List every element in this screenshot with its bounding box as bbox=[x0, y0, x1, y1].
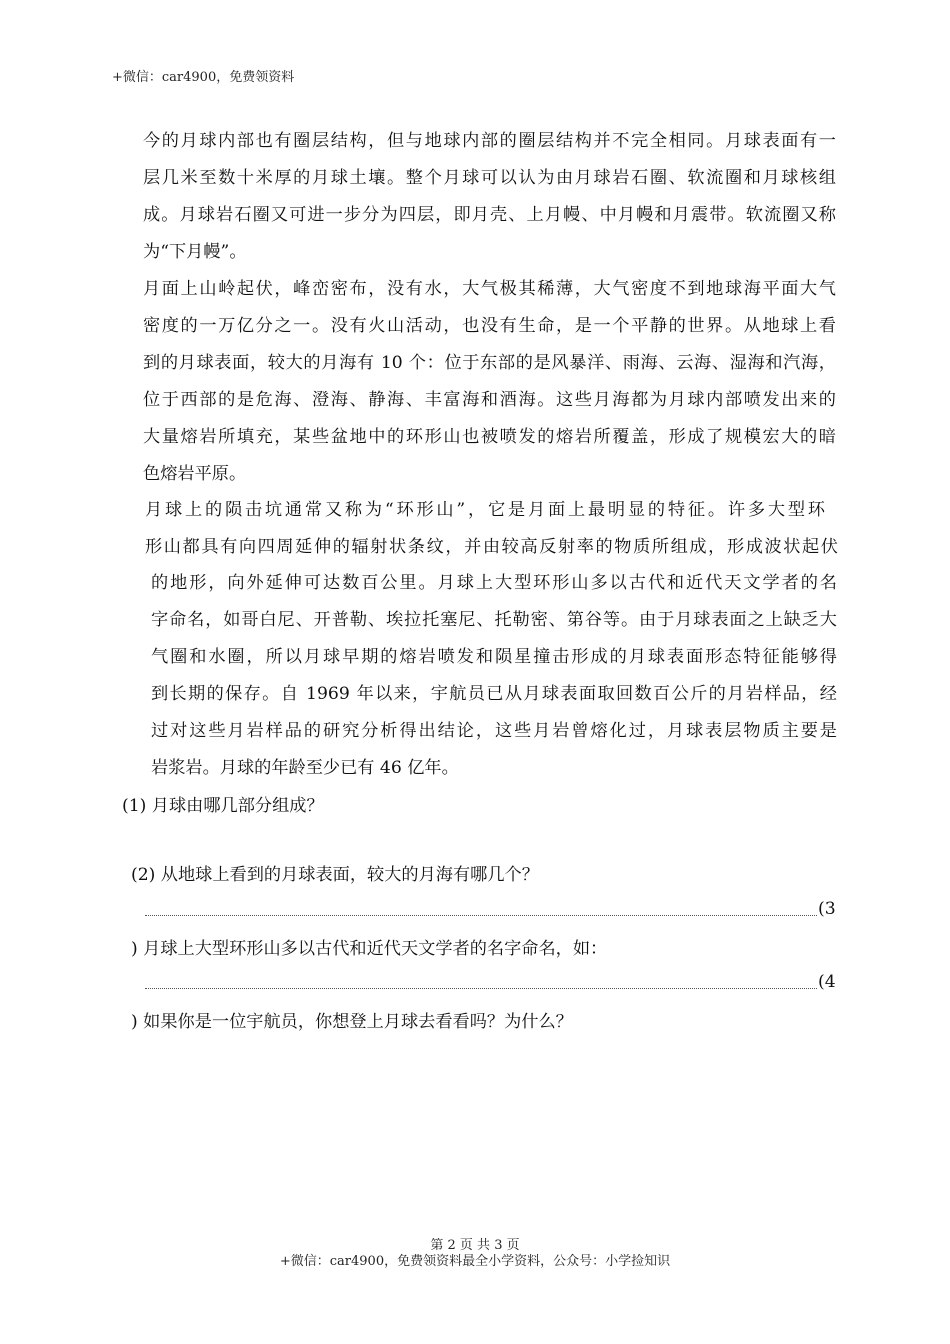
passage-line: 为“下月幔”。 bbox=[143, 242, 247, 262]
page-footer: +微信：car4900，免费领资料最全小学资料，公众号：小学捡知识 bbox=[279, 1254, 671, 1269]
passage-line: 字命名，如哥白尼、开普勒、埃拉托塞尼、托勒密、第谷等。由于月球表面之上缺乏大 bbox=[151, 610, 837, 629]
page-header: +微信：car4900，免费领资料 bbox=[112, 70, 295, 85]
page-number: 第 2 页 共 3 页 bbox=[430, 1238, 520, 1253]
passage-line: 成。月球岩石圈又可进一步分为四层，即月壳、上月幔、中月幔和月震带。软流圈又称 bbox=[143, 205, 836, 224]
passage-line: 气圈和水圈，所以月球早期的熔岩喷发和陨星撞击形成的月球表面形态特征能够得 bbox=[151, 647, 837, 666]
passage-line: 过对这些月岩样品的研究分析得出结论，这些月岩曾熔化过，月球表层物质主要是 bbox=[151, 721, 837, 740]
passage-line: 到长期的保存。自 1969 年以来，宇航员已从月球表面取回数百公斤的月岩样品，经 bbox=[151, 684, 837, 703]
passage-line: 今的月球内部也有圈层结构，但与地球内部的圈层结构并不完全相同。月球表面有一 bbox=[143, 131, 836, 150]
question-4: ) 如果你是一位宇航员，你想登上月球去看看吗？为什么？ bbox=[131, 1012, 573, 1032]
passage-line: 密度的一万亿分之一。没有火山活动，也没有生命，是一个平静的世界。从地球上看 bbox=[143, 316, 836, 335]
passage-line: 月球上的陨击坑通常又称为“环形山”，它是月面上最明显的特征。许多大型环 bbox=[145, 500, 825, 519]
question-4-number: (4 bbox=[818, 972, 836, 992]
question-3-number: (3 bbox=[818, 899, 836, 919]
passage-line: 大量熔岩所填充，某些盆地中的环形山也被喷发的熔岩所覆盖，形成了规模宏大的暗 bbox=[143, 427, 836, 446]
question-3: ) 月球上大型环形山多以古代和近代天文学者的名字命名，如： bbox=[131, 939, 608, 959]
passage-line: 到的月球表面，较大的月海有 10 个：位于东部的是风暴洋、雨海、云海、湿海和汽海， bbox=[143, 353, 836, 372]
passage-line: 色熔岩平原。 bbox=[143, 464, 247, 484]
passage-line: 位于西部的是危海、澄海、静海、丰富海和酒海。这些月海都为月球内部喷发出来的 bbox=[143, 390, 836, 409]
question-1: (1) 月球由哪几部分组成？ bbox=[122, 796, 324, 816]
passage-line: 岩浆岩。月球的年龄至少已有 46 亿年。 bbox=[151, 758, 459, 778]
answer-line-3[interactable] bbox=[145, 988, 817, 989]
answer-line-2[interactable] bbox=[145, 915, 817, 916]
question-2: (2) 从地球上看到的月球表面，较大的月海有哪几个？ bbox=[131, 865, 539, 885]
passage-line: 形山都具有向四周延伸的辐射状条纹，并由较高反射率的物质所组成，形成波状起伏 bbox=[145, 537, 838, 556]
passage-line: 月面上山岭起伏，峰峦密布，没有水，大气极其稀薄，大气密度不到地球海平面大气 bbox=[143, 279, 836, 298]
passage-line: 层几米至数十米厚的月球土壤。整个月球可以认为由月球岩石圈、软流圈和月球核组 bbox=[143, 168, 836, 187]
passage-line: 的地形，向外延伸可达数百公里。月球上大型环形山多以古代和近代天文学者的名 bbox=[151, 573, 837, 592]
